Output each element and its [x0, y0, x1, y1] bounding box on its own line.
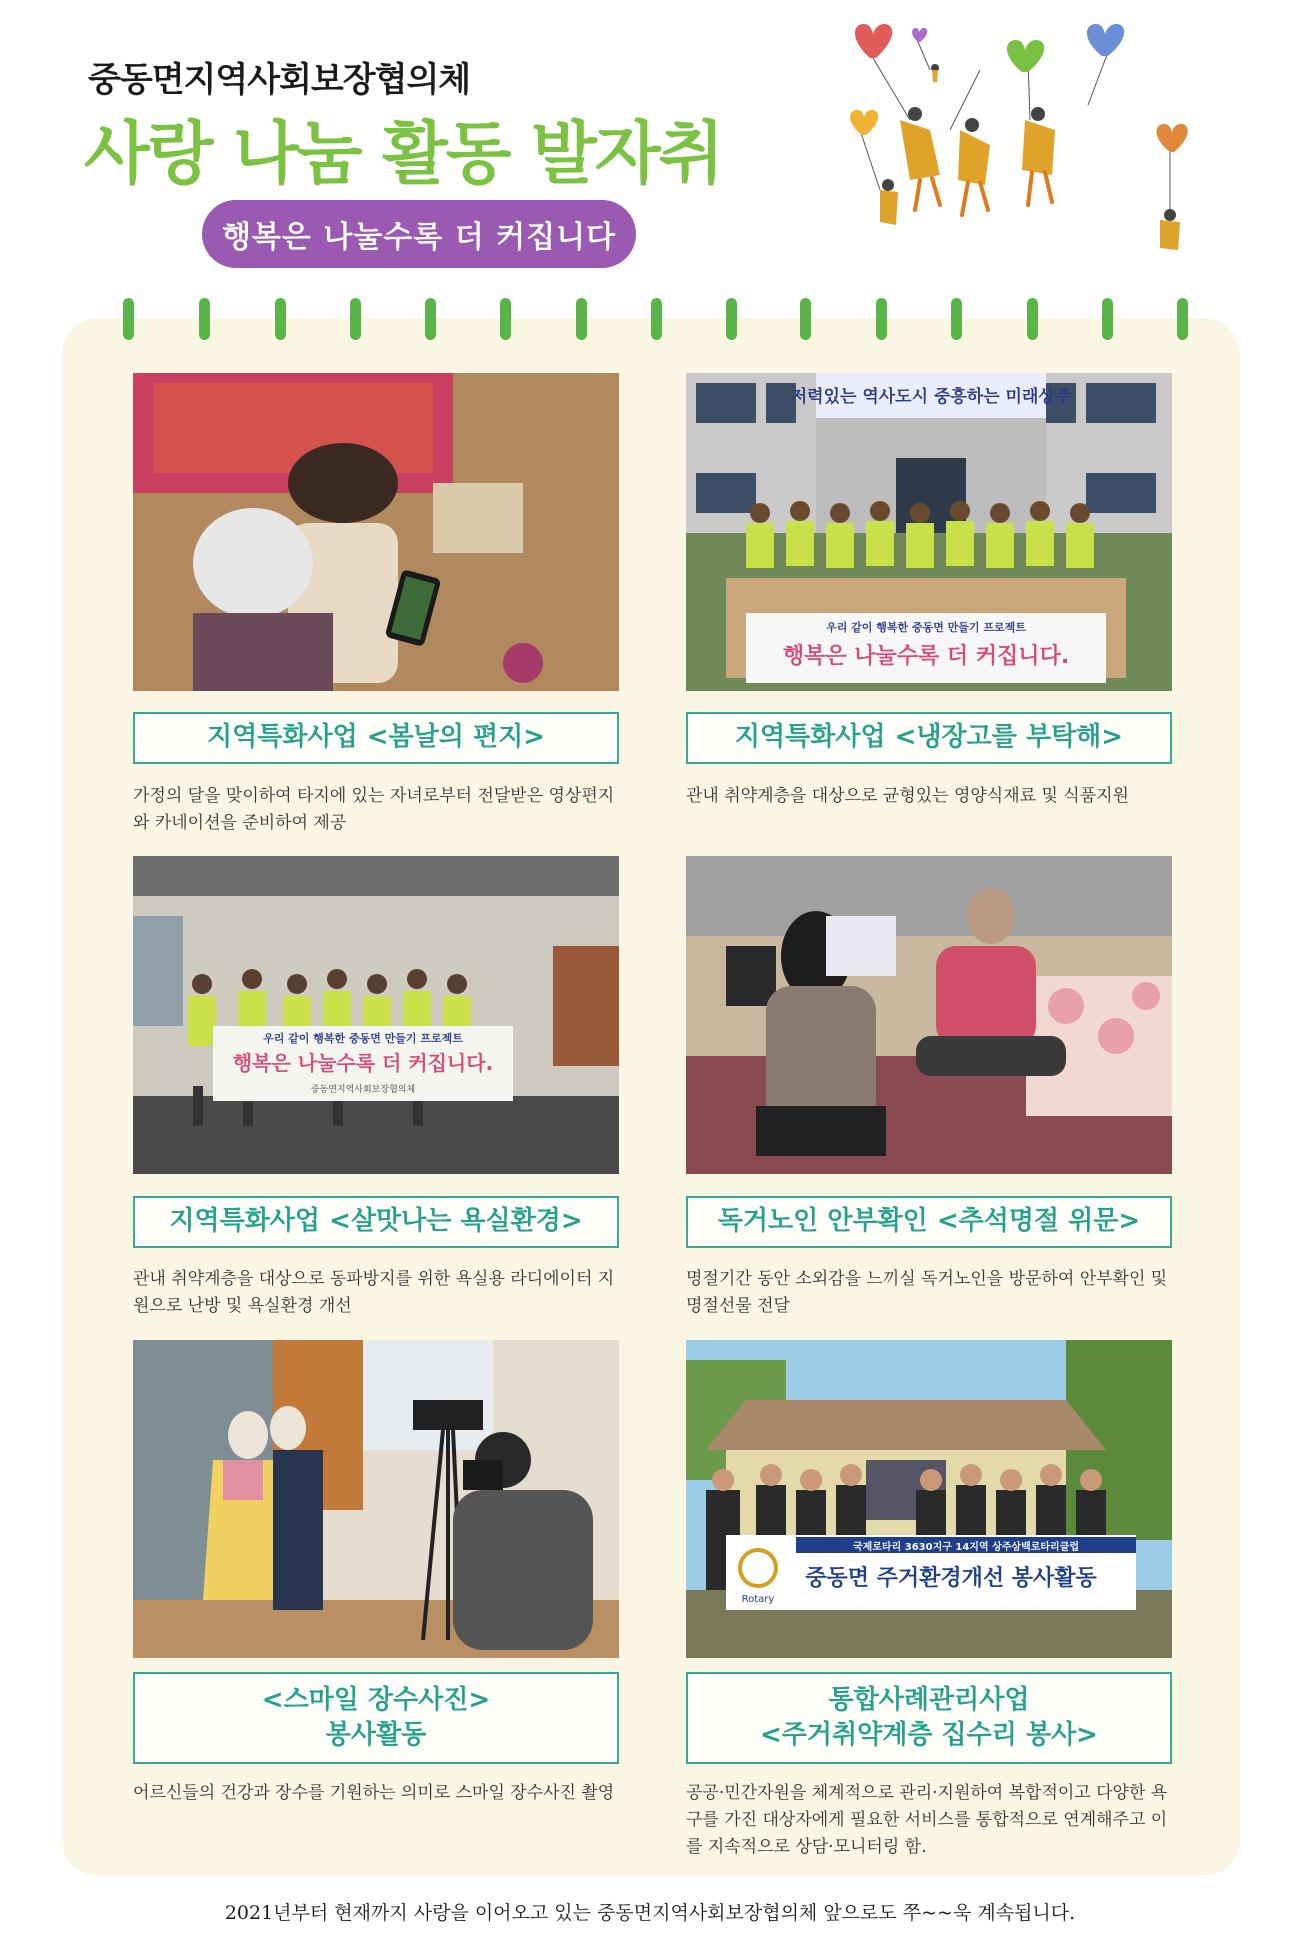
- heart-icon: [1156, 124, 1187, 152]
- photo-refrigerator-support: [686, 373, 1172, 691]
- banner-main-text: 행복은 나눌수록 더 커집니다.: [782, 644, 1070, 669]
- organization-name: 중동면지역사회보장협의체: [88, 60, 471, 100]
- photo-longevity-portrait: [133, 1340, 619, 1658]
- binder-rings: [0, 298, 1300, 344]
- banner-top-text: 우리 같이 행복한 중동면 만들기 프로젝트: [263, 1032, 463, 1045]
- binder-ring: [425, 298, 436, 340]
- heart-icon: [1087, 24, 1124, 56]
- card-description-bathroom: 관내 취약계층을 대상으로 동파방지를 위한 욕실용 라디에이터 지원으로 난방 및 욕실환경 개선: [133, 1269, 615, 1317]
- binder-ring: [726, 298, 737, 340]
- building-banner-text: 저력있는 역사도시 중흥하는 미래상주: [790, 387, 1072, 407]
- card-description-chuseok: 명절기간 동안 소외감을 느끼실 독거노인을 방문하여 안부확인 및 명절선물 전달: [686, 1269, 1168, 1317]
- banner-main-text: 행복은 나눌수록 더 커집니다.: [232, 1051, 494, 1075]
- heart-icon: [1007, 40, 1044, 72]
- card-title-longevity-portrait: <스마일 장수사진> 봉사활동: [133, 1672, 619, 1764]
- binder-ring: [951, 298, 962, 340]
- banner-top-text: 우리 같이 행복한 중동면 만들기 프로젝트: [826, 621, 1026, 634]
- photo-bathroom-environment: [133, 856, 619, 1174]
- binder-ring: [1027, 298, 1038, 340]
- banner-org-text: 중동면지역사회보장협의체: [310, 1085, 416, 1095]
- card-description-longevity-portrait: 어르신들의 건강과 장수를 기원하는 의미로 스마일 장수사진 촬영: [133, 1783, 615, 1803]
- binder-ring: [800, 298, 811, 340]
- heart-icon: [912, 28, 927, 42]
- page-title: 사랑 나눔 활동 발자취: [84, 115, 723, 194]
- binder-ring: [500, 298, 511, 340]
- photo-chuseok-visit: [686, 856, 1172, 1174]
- card-title-refrigerator: 지역특화사업 <냉장고를 부탁해>: [686, 712, 1172, 764]
- binder-ring: [199, 298, 210, 340]
- slogan-badge: 행복은 나눌수록 더 커집니다: [202, 200, 636, 268]
- heart-balloons-illustration: [840, 10, 1240, 300]
- card-description-video-letter: 가정의 달을 맞이하여 타지에 있는 자녀로부터 전달받은 영상편지와 카네이션을 준비하여 제공: [133, 786, 615, 834]
- binder-ring: [576, 298, 587, 340]
- card-title-house-repair: 통합사례관리사업 <주거취약계층 집수리 봉사>: [686, 1672, 1172, 1764]
- binder-ring: [876, 298, 887, 340]
- card-title-chuseok: 독거노인 안부확인 <추석명절 위문>: [686, 1196, 1172, 1248]
- heart-icon: [855, 24, 892, 58]
- binder-ring: [275, 298, 286, 340]
- binder-ring: [1177, 298, 1188, 340]
- binder-ring: [1102, 298, 1113, 340]
- footer-message: 2021년부터 현재까지 사랑을 이어오고 있는 중동면지역사회보장협의체 앞으로도 쭈~~욱 계속됩니다.: [224, 1902, 1076, 1924]
- banner-main-text: 중동면 주거환경개선 봉사활동: [805, 1566, 1097, 1591]
- binder-ring: [123, 298, 134, 340]
- rotary-logo-text: Rotary: [741, 1594, 775, 1605]
- card-title-video-letter: 지역특화사업 <봄날의 편지>: [133, 712, 619, 764]
- photo-house-repair: [686, 1340, 1172, 1658]
- card-title-bathroom: 지역특화사업 <살맛나는 욕실환경>: [133, 1196, 619, 1248]
- card-description-house-repair: 공공·민간자원을 체계적으로 관리·지원하여 복합적이고 다양한 욕구를 가진 대상자에게 필요한 서비스를 통합적으로 연계해주고 이를 지속적으로 상담·모니터링 함.: [686, 1783, 1168, 1858]
- heart-icon: [850, 110, 878, 135]
- banner-top-text: 국제로타리 3630지구 14지역 상주삼백로타리클럽: [852, 1542, 1080, 1553]
- photo-video-letter: [133, 373, 619, 691]
- binder-ring: [350, 298, 361, 340]
- card-description-refrigerator: 관내 취약계층을 대상으로 균형있는 영양식재료 및 식품지원: [686, 786, 1129, 806]
- binder-ring: [651, 298, 662, 340]
